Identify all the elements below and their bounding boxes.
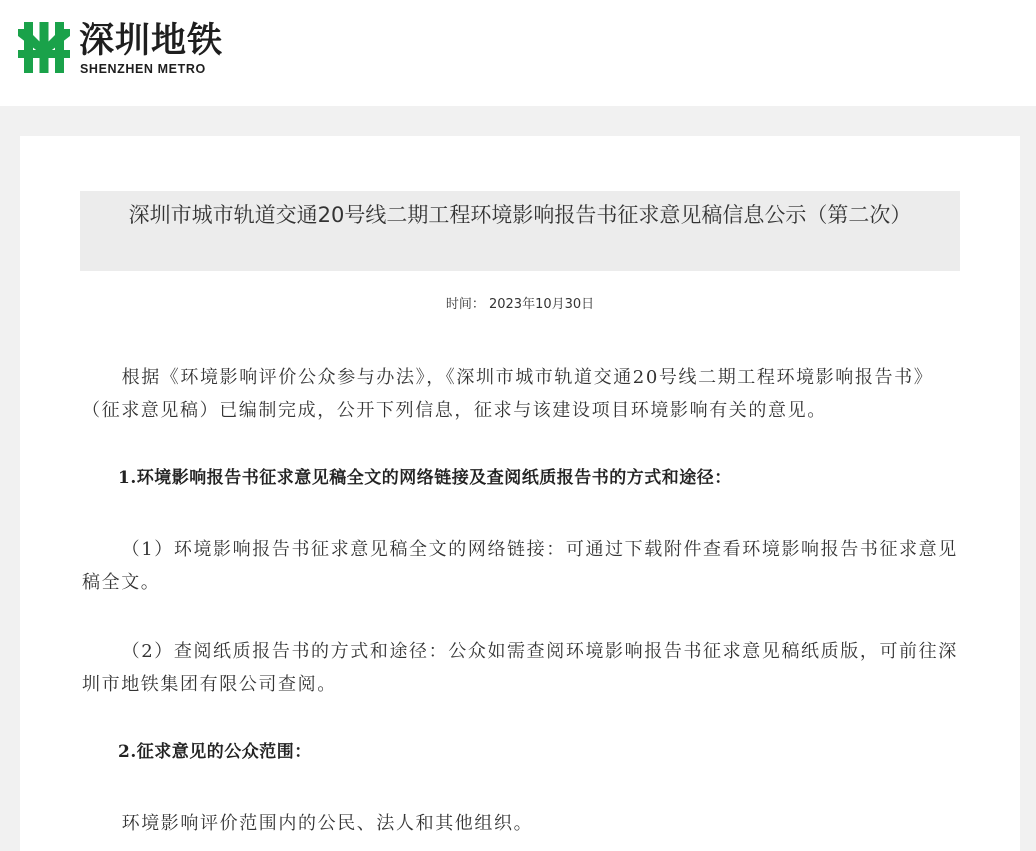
- section1-item2: （2）查阅纸质报告书的方式和途径：公众如需查阅环境影响报告书征求意见稿纸质版，可前往深圳市地铁集团有限公司查阅。: [82, 641, 958, 695]
- logo-english-text: SHENZHEN METRO: [80, 62, 206, 76]
- section1-item1: （1）环境影响报告书征求意见稿全文的网络链接：可通过下载附件查看环境影响报告书征求意见稿全文。: [82, 539, 958, 593]
- title-banner: [80, 191, 960, 271]
- time-label: 时间：: [445, 297, 485, 312]
- section2-text: 环境影响评价范围内的公民、法人和其他组织。: [121, 813, 534, 834]
- section1-heading: 1.环境影响报告书征求意见稿全文的网络链接及查阅纸质报告书的方式和途径：: [118, 468, 732, 488]
- intro-paragraph: 根据《环境影响评价公众参与办法》，《深圳市城市轨道交通20号线二期工程环境影响报告书》（征求意见稿）已编制完成，公开下列信息，征求与该建设项目环境影响有关的意见。: [82, 367, 934, 421]
- site-header: [0, 0, 1036, 106]
- section2-heading: 2.征求意见的公众范围：: [118, 742, 312, 762]
- shenzhen-metro-logo[interactable]: [18, 20, 248, 80]
- logo-chinese-text: 深圳地铁: [79, 21, 224, 61]
- metro-logo-icon: [18, 20, 70, 75]
- article-card: [20, 136, 1020, 851]
- publish-time: [20, 293, 1020, 312]
- time-value: 2023年10月30日: [488, 297, 595, 312]
- article-title: 深圳市城市轨道交通20号线二期工程环境影响报告书征求意见稿信息公示（第二次）: [128, 203, 912, 227]
